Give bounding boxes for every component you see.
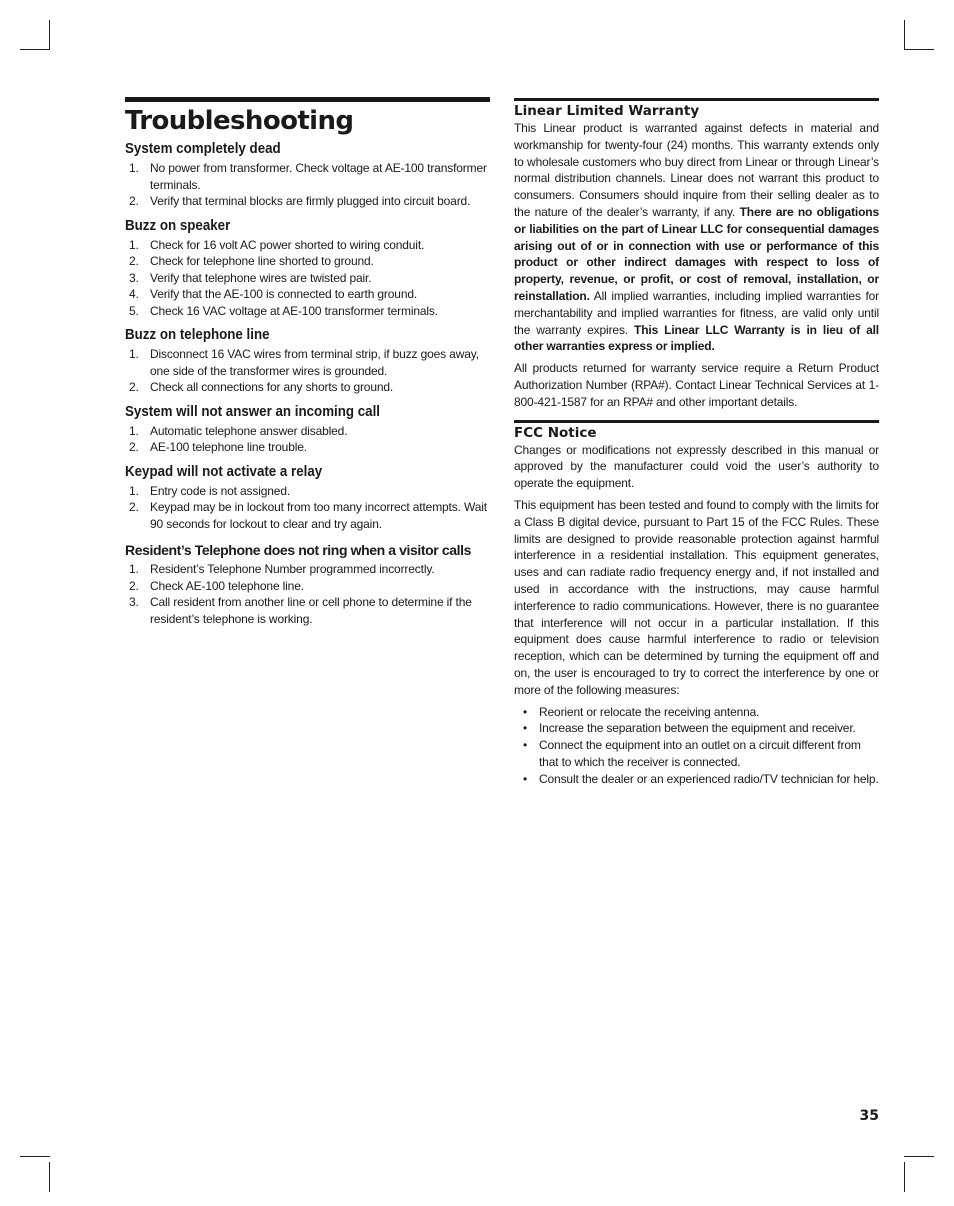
crop-mark xyxy=(904,1156,934,1157)
item-number: 2. xyxy=(129,500,139,514)
item-number: 3. xyxy=(129,270,139,285)
crop-mark xyxy=(904,1162,905,1192)
fcc-section xyxy=(514,420,879,788)
item-text: Verify that terminal blocks are firmly plugged into circuit board. xyxy=(150,194,471,208)
item-text: Verify that telephone wires are twisted pair. xyxy=(150,270,372,285)
item-number: 2. xyxy=(129,440,139,454)
crop-mark xyxy=(20,49,50,50)
item-text: Check for 16 volt AC power shorted to wiring conduit. xyxy=(150,237,425,252)
list-item xyxy=(125,483,490,500)
section-no-answer xyxy=(125,402,490,456)
step-list xyxy=(125,160,490,210)
crop-mark xyxy=(904,20,905,50)
item-number: 1. xyxy=(129,483,139,498)
item-text: Check all connections for any shorts to ground. xyxy=(150,380,394,394)
item-text: Disconnect 16 VAC wires from terminal strip, if buzz goes away, one side of the transformer wires is grounded. xyxy=(150,347,479,378)
crop-mark xyxy=(904,49,934,50)
title-rule xyxy=(125,97,490,102)
list-item xyxy=(125,594,490,627)
list-item xyxy=(514,737,879,771)
list-item xyxy=(514,720,879,737)
section-buzz-speaker xyxy=(125,216,490,320)
item-number: 2. xyxy=(129,254,139,268)
warranty-rpa-paragraph: All products returned for warranty service require a Return Product Authorization Number (RPA#). Contact Linear Technical Services at 1-800-421-1587 for an RPA# and other important details. xyxy=(514,361,879,409)
item-text: Check for telephone line shorted to ground. xyxy=(150,254,374,268)
item-text: Consult the dealer or an experienced radio/TV technician for help. xyxy=(539,771,879,786)
warranty-text: This Linear product is warranted against defects in material and workmanship for twenty-four (24) months. This warranty extends only to wholesale customers who buy direct from Linear or through Linear’s normal distribution channels. Linear does not warrant this product to consumers. Consumers should inquire from their selling dealer as to the nature of the dealer’s warranty, if any. xyxy=(514,121,879,219)
item-text: Automatic telephone answer disabled. xyxy=(150,423,348,438)
crop-mark xyxy=(49,1162,50,1192)
item-text: Resident’s Telephone Number programmed incorrectly. xyxy=(150,562,435,576)
item-number: 1. xyxy=(129,161,139,175)
item-number: 1. xyxy=(129,347,139,361)
legal-column xyxy=(514,98,879,787)
list-item xyxy=(125,379,490,396)
item-number: 2. xyxy=(129,380,139,394)
list-item xyxy=(125,561,490,578)
list-item xyxy=(514,771,879,788)
warranty-heading: Linear Limited Warranty xyxy=(514,103,700,119)
section-rule xyxy=(514,98,879,101)
item-number: 3. xyxy=(129,595,139,609)
item-number: 1. xyxy=(129,562,139,576)
section-heading: Buzz on telephone line xyxy=(125,327,270,343)
item-number: 5. xyxy=(129,303,139,318)
list-item xyxy=(125,499,490,532)
warranty-text: All implied warranties, including implied warranties for merchantability and implied warranties for fitness, are valid only until the warranty expires. xyxy=(514,288,879,337)
list-item xyxy=(125,439,490,456)
item-text: Verify that the AE-100 is connected to earth ground. xyxy=(150,287,418,301)
section-heading: System completely dead xyxy=(125,141,281,157)
section-heading: Resident’s Telephone does not ring when a visitor calls xyxy=(125,542,471,558)
step-list xyxy=(125,346,490,396)
fcc-measures-list xyxy=(514,704,879,788)
item-number: 4. xyxy=(129,287,139,301)
item-number: 1. xyxy=(129,237,139,252)
step-list xyxy=(125,561,490,627)
section-heading: Buzz on speaker xyxy=(125,217,231,234)
item-text: Reorient or relocate the receiving antenna. xyxy=(539,704,760,719)
bullet-icon: • xyxy=(523,771,528,786)
warranty-section xyxy=(514,98,879,411)
warranty-disclaimer: There are no obligations or liabilities on the part of Linear LLC for consequential damages arising out of or in connection with use or performance of this product or other indirect damages with respect to loss of property, revenue, or profit, or cost of removal, installation, or reinstallation. xyxy=(514,204,879,303)
item-number: 2. xyxy=(129,194,139,208)
warranty-paragraph xyxy=(514,120,879,355)
item-text: No power from transformer. Check voltage at AE-100 transformer terminals. xyxy=(150,161,487,192)
crop-mark xyxy=(20,1156,50,1157)
list-item xyxy=(125,253,490,270)
list-item xyxy=(125,193,490,210)
list-item xyxy=(125,160,490,193)
bullet-icon: • xyxy=(523,721,528,736)
bullet-icon: • xyxy=(523,704,528,719)
list-item xyxy=(125,270,490,287)
item-text: Keypad may be in lockout from too many incorrect attempts. Wait 90 seconds for lockout to clear and try again. xyxy=(150,500,487,531)
list-item xyxy=(125,237,490,254)
list-item xyxy=(514,704,879,721)
page-title: Troubleshooting xyxy=(125,106,354,136)
section-keypad-relay xyxy=(125,462,490,533)
list-item xyxy=(125,286,490,303)
item-text: Increase the separation between the equipment and receiver. xyxy=(539,721,856,736)
item-text: Call resident from another line or cell phone to determine if the resident’s telephone is working. xyxy=(150,595,472,626)
list-item xyxy=(125,303,490,320)
crop-mark xyxy=(49,20,50,50)
section-heading: System will not answer an incoming call xyxy=(125,403,381,420)
item-text: Check 16 VAC voltage at AE-100 transformer terminals. xyxy=(150,303,438,318)
list-item xyxy=(125,346,490,379)
step-list xyxy=(125,237,490,320)
item-text: Connect the equipment into an outlet on a circuit different from that to which the receiver is connected. xyxy=(539,738,861,769)
section-heading: Keypad will not activate a relay xyxy=(125,463,323,480)
item-text: Entry code is not assigned. xyxy=(150,483,291,498)
section-resident-phone xyxy=(125,540,490,627)
page-number: 35 xyxy=(859,1108,879,1124)
step-list xyxy=(125,423,490,456)
fcc-paragraph: This equipment has been tested and found to comply with the limits for a Class B digital device, pursuant to Part 15 of the FCC Rules. These limits are designed to provide reasonable protection against harmful interference in a residential installation. This equipment generates, uses and can radiate radio frequency energy and, if not installed and used in accordance with the instructions, may cause harmful interference to radio communications. However, there is no guarantee that interference will not occur in a particular installation. If this equipment does cause harmful interference to radio or television reception, which can be determined by turning the equipment off and on, the user is encouraged to try to correct the interference by one or more of the following measures: xyxy=(514,497,879,697)
item-number: 1. xyxy=(129,423,139,438)
item-text: AE-100 telephone line trouble. xyxy=(150,440,307,454)
step-list xyxy=(125,483,490,533)
item-number: 2. xyxy=(129,578,139,593)
section-rule xyxy=(514,420,879,423)
bullet-icon: • xyxy=(523,738,528,753)
list-item xyxy=(125,423,490,440)
section-buzz-telephone xyxy=(125,325,490,396)
item-text: Check AE-100 telephone line. xyxy=(150,578,304,593)
warranty-disclaimer: This Linear LLC Warranty is in lieu of all other warranties express or implied. xyxy=(514,322,879,354)
fcc-paragraph: Changes or modifications not expressly described in this manual or approved by the manufacturer could void the user’s authority to operate the equipment. xyxy=(514,442,879,491)
troubleshooting-column xyxy=(125,97,490,627)
list-item xyxy=(125,578,490,595)
section-system-dead xyxy=(125,139,490,210)
fcc-heading: FCC Notice xyxy=(514,424,597,441)
